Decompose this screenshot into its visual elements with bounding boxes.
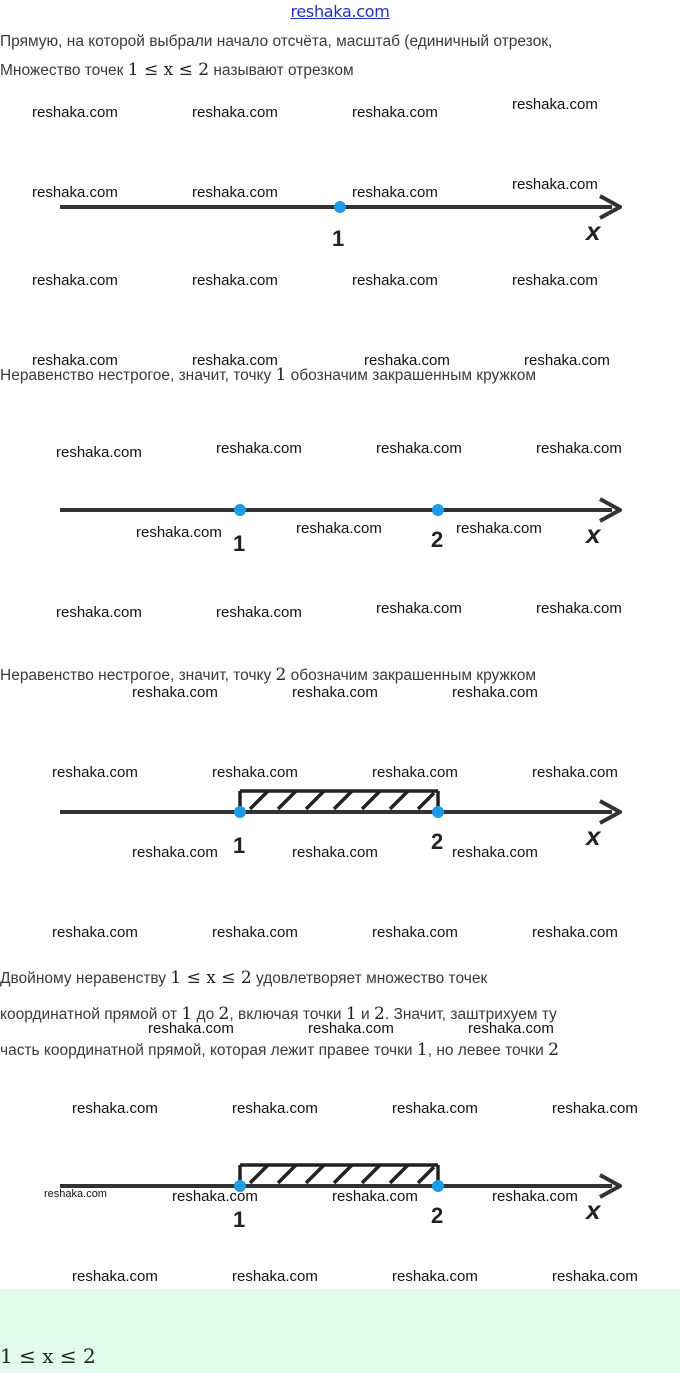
watermark: reshaka.com [452,844,538,861]
watermark: reshaka.com [216,604,302,621]
watermark: reshaka.com [524,352,610,369]
watermark: reshaka.com [292,684,378,701]
watermark: reshaka.com [392,1100,478,1117]
intro-tail: называют отрезком [209,62,354,79]
watermark: reshaka.com [352,272,438,289]
axis-label-x: x [586,519,601,549]
point-1 [334,201,346,213]
watermark: reshaka.com [292,844,378,861]
point-label-1: 1 [233,1207,246,1232]
watermark: reshaka.com [232,1100,318,1117]
intro-text-line2 [0,61,354,80]
watermark: reshaka.com [468,1020,554,1037]
watermark: reshaka.com [52,764,138,781]
watermark: reshaka.com [552,1100,638,1117]
shading [240,791,438,809]
point-label-2: 2 [431,829,444,854]
watermark: reshaka.com [452,684,538,701]
watermark: reshaka.com [456,520,542,537]
watermark: reshaka.com [512,176,598,193]
axis-label-x: x [586,1195,601,1225]
watermark: reshaka.com [352,104,438,121]
inequality-math: 1 ≤ x ≤ 2 [127,60,210,80]
point-label-1: 1 [233,531,246,556]
intro-text-line1: Прямую, на которой выбрали начало отсчёта, масштаб (единичный отрезок, [0,33,553,50]
watermark: reshaka.com [532,764,618,781]
watermark: reshaka.com [536,440,622,457]
point1-text: Неравенство нестрогое, значит, точку 1 обозначим закрашенным кружком [0,365,537,385]
point-2 [432,806,444,818]
axis-label-x: x [586,216,601,246]
watermark: reshaka.com [132,684,218,701]
solution-text-line3: часть координатной прямой, которая лежит правее точки 1, но левее точки 2 [0,1040,559,1060]
point2-text: Неравенство нестрогое, значит, точку 2 обозначим закрашенным кружком [0,665,537,685]
watermark: reshaka.com [552,1268,638,1285]
watermark: reshaka.com [372,764,458,781]
watermark: reshaka.com [532,924,618,941]
watermark: reshaka.com [392,1268,478,1285]
watermark: reshaka.com [216,440,302,457]
watermark: reshaka.com [492,1188,578,1205]
watermark: reshaka.com [32,104,118,121]
watermark: reshaka.com [32,184,118,201]
point-1 [234,806,246,818]
watermark: reshaka.com [52,924,138,941]
watermark: reshaka.com [212,764,298,781]
watermark: reshaka.com [372,924,458,941]
watermark: reshaka.com [296,520,382,537]
watermark: reshaka.com [192,272,278,289]
watermark: reshaka.com [192,184,278,201]
watermark: reshaka.com [376,600,462,617]
watermark: reshaka.com [32,272,118,289]
point-label-2: 2 [431,527,444,552]
point-label-1: 1 [233,833,246,858]
watermark: reshaka.com [56,604,142,621]
watermark: reshaka.com [308,1020,394,1037]
watermark: reshaka.com [56,444,142,461]
watermark: reshaka.com [512,272,598,289]
axis-label-x: x [586,821,601,851]
watermark: reshaka.com [232,1268,318,1285]
watermark: reshaka.com [72,1268,158,1285]
site-link[interactable]: reshaka.com [290,2,390,21]
point-1 [234,504,246,516]
answer-text: 1 ≤ x ≤ 2 [0,1344,96,1368]
watermark: reshaka.com [192,352,278,369]
watermark: reshaka.com [376,440,462,457]
solution-text-line2: координатной прямой от 1 до 2, включая точки 1 и 2. Значит, заштрихуем ту [0,1004,557,1024]
watermark: reshaka.com [172,1188,258,1205]
watermark: reshaka.com [536,600,622,617]
point-label-2: 2 [431,1203,444,1228]
watermark: reshaka.com [132,844,218,861]
watermark: reshaka.com [352,184,438,201]
point-label-1: 1 [332,226,345,251]
watermark: reshaka.com [212,924,298,941]
watermark: reshaka.com [136,524,222,541]
watermark: reshaka.com [332,1188,418,1205]
watermark: reshaka.com [44,1188,107,1200]
watermark: reshaka.com [512,96,598,113]
shading [240,1165,438,1183]
solution-text-line1: Двойному неравенству 1 ≤ x ≤ 2 удовлетворяет множество точек [0,968,488,988]
watermark: reshaka.com [72,1100,158,1117]
watermark: reshaka.com [32,352,118,369]
watermark: reshaka.com [192,104,278,121]
intro-text: Множество точек [0,62,128,79]
point-2 [432,1180,444,1192]
watermark: reshaka.com [364,352,450,369]
point-2 [432,504,444,516]
answer-box [0,1289,680,1373]
watermark: reshaka.com [148,1020,234,1037]
